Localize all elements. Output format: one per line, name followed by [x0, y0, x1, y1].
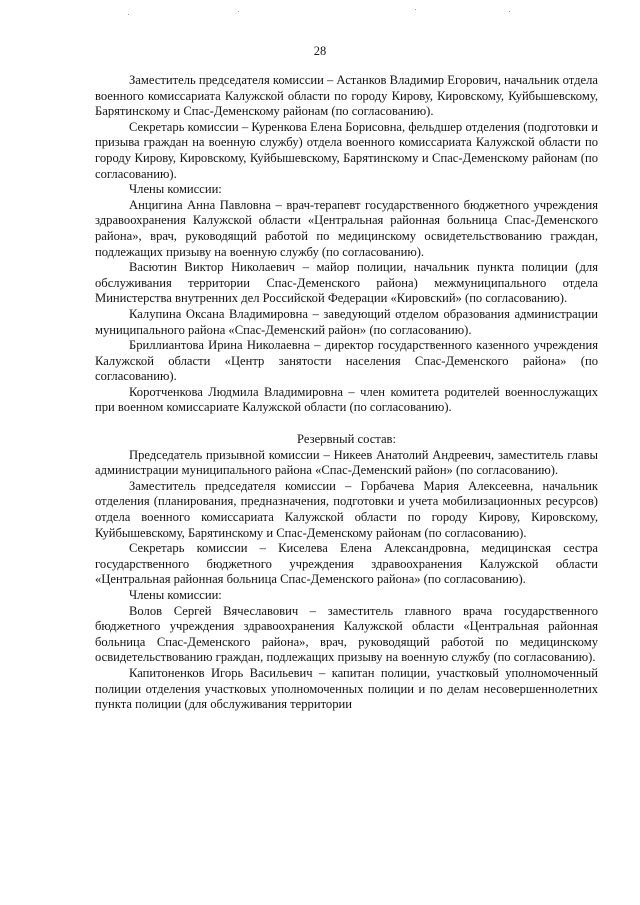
- paragraph-member-brilliantova: Бриллиантова Ирина Николаевна – директор государственного казенного учреждения Калужской области «Центр занятости населения Спас-Деменского района» (по согласованию).: [95, 338, 598, 384]
- page-number: 28: [313, 44, 327, 58]
- paragraph-reserve-chairman: Председатель призывной комиссии – Никеев Анатолий Андреевич, заместитель главы администрации муниципального района «Спас-Деменский район» (по согласованию).: [95, 447, 598, 478]
- paragraph-reserve-secretary: Секретарь комиссии – Киселева Елена Александровна, медицинская сестра государственного бюджетного учреждения здравоохранения Калужской области «Центральная районная больница Спас-Деменского района» (по согласованию).: [95, 541, 598, 587]
- scan-speck: [128, 14, 129, 15]
- paragraph-deputy-chairman: Заместитель председателя комиссии – Астанков Владимир Егорович, начальник отдела военного комиссариата Калужской области по городу Кирову, Кировскому, Куйбышевскому, Барятинскому и Спас-Деменскому районам (по согласованию).: [95, 73, 598, 119]
- paragraph-member-antsigina: Анцигина Анна Павловна – врач-терапевт государственного бюджетного учреждения здравоохранения Калужской области «Центральная районная больница Спас-Деменского района», врач, руководящий работой по медицинскому освидетельствованию граждан, подлежащих призыву на военную службу (по согласованию).: [95, 197, 598, 259]
- paragraph-member-kalupina: Калупина Оксана Владимировна – заведующий отделом образования администрации муниципального района «Спас-Деменский район» (по согласованию).: [95, 306, 598, 337]
- paragraph-reserve-deputy: Заместитель председателя комиссии – Горбачева Мария Алексеевна, начальник отделения (планирования, предназначения, подготовки и учета мобилизационных ресурсов) отдела военного комиссариата Калужской области по городу Кирову, Кировскому, Куйбышевскому, Барятинскому и Спас-Деменскому районам (по согласованию).: [95, 478, 598, 540]
- document-body: [95, 73, 598, 713]
- paragraph-reserve-member-kapitonenkov: Капитоненков Игорь Васильевич – капитан полиции, участковый уполномоченный полиции отделения участковых уполномоченных полиции и по делам несовершеннолетних пункта полиции (для обслуживания территории: [95, 665, 598, 712]
- paragraph-reserve-members-heading: Члены комиссии:: [129, 588, 222, 602]
- paragraph-member-korotchenkova: Коротченкова Людмила Владимировна – член комитета родителей военнослужащих при военном комиссариате Калужской области (по согласованию).: [95, 384, 598, 415]
- scan-speck: [415, 9, 416, 10]
- paragraph-secretary: Секретарь комиссии – Куренкова Елена Борисовна, фельдшер отделения (подготовки и призыва граждан на военную службу) отдела военного комиссариата Калужской области по городу Кирову, Кировскому, Куйбышевскому, Барятинскому и Спас-Деменскому районам (по согласованию).: [95, 119, 598, 181]
- paragraph-members-heading: Члены комиссии:: [129, 182, 222, 197]
- paragraph-reserve-member-volov: Волов Сергей Вячеславович – заместитель главного врача государственного бюджетного учреждения здравоохранения Калужской области «Центральная районная больница Спас-Деменского района», врач, руководящий работой по медицинскому освидетельствованию граждан, подлежащих призыву на военную службу (по согласованию).: [95, 603, 598, 665]
- reserve-heading: Резервный состав:: [297, 432, 396, 447]
- scan-speck: [509, 11, 510, 12]
- paragraph-member-vasyutin: Васютин Виктор Николаевич – майор полиции, начальник пункта полиции (для обслуживания территории Спас-Деменского района) межмуниципального отдела Министерства внутренних дел Российской Федерации «Кировский» (по согласованию).: [95, 260, 598, 306]
- scan-speck: [238, 11, 239, 12]
